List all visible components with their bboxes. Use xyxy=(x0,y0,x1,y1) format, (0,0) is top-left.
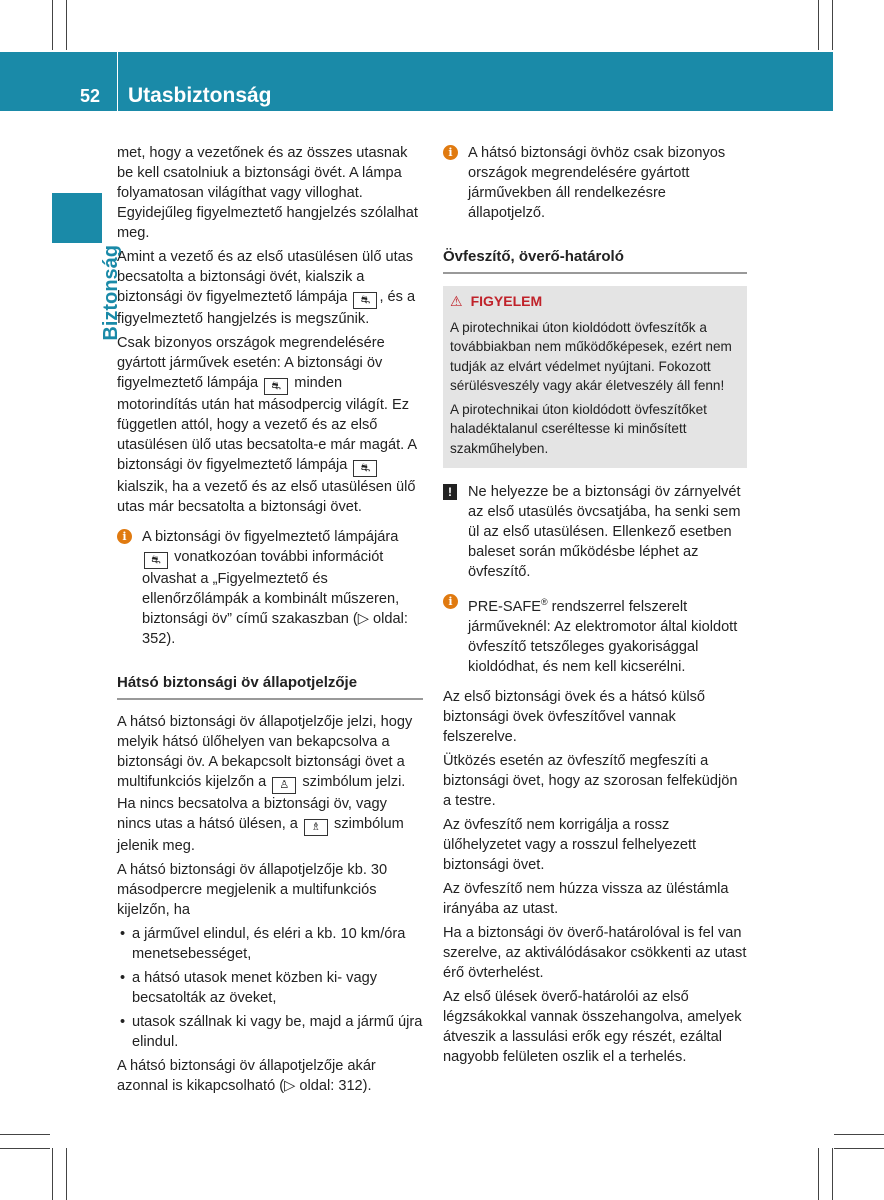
paragraph: Ha a biztonsági öv överő-határolóval is fel van szerelve, az aktiválódásakor csökkenti az utast érő övterhelést. xyxy=(443,924,747,981)
warning-triangle-icon: ⚠ xyxy=(450,293,463,309)
text: szimbólum jelenik meg. xyxy=(117,816,404,854)
section-heading: Övfeszítő, överő-határoló xyxy=(443,247,747,274)
text: rendszerrel felszerelt járműveknél: Az elektromotor által kioldott övfeszítő tetszőleges gyakorisággal kioldódhat, és nem kell kicserélni. xyxy=(468,598,738,675)
registered-mark: ® xyxy=(540,597,548,607)
paragraph: met, hogy a vezetőnek és az összes utasnak be kell csatolniuk a biztonsági övét. A lámpa folyamatosan világíthat vagy villoghat. Egyidejűleg figyelmeztető hangjelzés szólalhat meg. xyxy=(117,145,418,241)
info-note xyxy=(117,527,423,649)
paragraph: Az övfeszítő nem korrigálja a rossz ülőhelyzetet vagy a rosszul felhelyezett biztonsági övet. xyxy=(443,816,697,873)
crop-mark xyxy=(52,1148,53,1200)
info-icon: i xyxy=(117,529,132,544)
info-note xyxy=(443,592,747,677)
paragraph: Az első biztonsági övek és a hátsó külső biztonsági övek övfeszítővel vannak felszerelve. xyxy=(443,688,706,745)
text: A hátsó biztonsági öv állapotjelzője jelzi, hogy melyik hátsó ülőhelyen van bekapcsolva a biztonsági öv. A bekapcsolt biztonsági övet a multifunkciós kijelzőn a xyxy=(117,714,413,790)
crop-mark xyxy=(818,1148,819,1200)
right-column xyxy=(443,143,747,1071)
paragraph: A pirotechnikai úton kioldódott övfeszítők a továbbiakban nem működőképesek, ezért nem tudják az elvárt védelmet nyújtani. Fokozott sérülésveszély vagy akár életveszély áll fenn! xyxy=(450,319,732,393)
belted-occupant-icon: ♙ xyxy=(272,777,296,794)
crop-mark xyxy=(832,0,833,50)
text: A biztonsági öv figyelmeztető lámpájára xyxy=(142,529,399,545)
unbelted-occupant-icon: ♗ xyxy=(304,819,328,836)
section-tab-marker xyxy=(52,193,102,243)
crop-mark xyxy=(0,1148,50,1149)
list-item: • utasok szállnak ki vagy be, majd a jármű újra elindul. xyxy=(117,1012,423,1052)
text: Csak bizonyos országok megrendelésére gyártott járművek esetén: A biztonsági öv figyelmeztető lámpája xyxy=(117,335,385,391)
paragraph: Az övfeszítő nem húzza vissza az üléstámla irányába az utast. xyxy=(443,880,729,917)
crop-mark xyxy=(0,1134,50,1135)
crop-mark xyxy=(834,1134,884,1135)
paragraph xyxy=(117,712,423,856)
text: A hátsó biztonsági övhöz csak bizonyos országok megrendelésére gyártott járművekben áll rendelkezésre állapotjelző. xyxy=(468,145,726,221)
section-side-label: Biztonság xyxy=(100,245,122,341)
text: PRE-SAFE xyxy=(468,598,541,615)
text: , és a figyelmeztető hangjelzés is megszűnik. xyxy=(117,289,416,327)
info-icon: i xyxy=(443,594,458,609)
section-heading: Hátsó biztonsági öv állapotjelzője xyxy=(117,673,423,700)
seatbelt-warning-icon: ⛐ xyxy=(144,552,168,569)
paragraph: A hátsó biztonsági öv állapotjelzője kb. 30 másodpercre megjelenik a multifunkciós kijelzőn, ha xyxy=(117,862,388,918)
paragraph xyxy=(117,247,423,329)
page-number: 52 xyxy=(80,86,101,106)
crop-mark xyxy=(834,1148,884,1149)
text: vonatkozóan további információt olvashat a „Figyelmeztető és ellenőrzőlámpák a kombinált műszeren, biztonsági öv” című szakaszban (▷ oldal: 352). xyxy=(142,549,408,647)
bullet-list xyxy=(117,924,423,1052)
info-note xyxy=(443,143,747,223)
crop-mark xyxy=(66,0,67,50)
seatbelt-warning-icon: ⛐ xyxy=(353,460,377,477)
text: kialszik, ha a vezető és az első utasülésen ülő utas már becsatolta a biztonsági övet. xyxy=(117,479,416,515)
crop-mark xyxy=(832,1148,833,1200)
crop-mark xyxy=(66,1148,67,1200)
paragraph: A pirotechnikai úton kioldódott övfeszítőket haladéktalanul cseréltesse ki minősített szakműhelyben. xyxy=(450,401,707,456)
crop-mark xyxy=(52,0,53,50)
text: Ne helyezze be a biztonsági öv zárnyelvét az első utasülés övcsatjába, ha senki sem ül az első utasülésen. Ellenkező esetben baleset során működésbe léphet az övfeszítő. xyxy=(468,484,741,580)
paragraph: Az első ülések överő-határolói az első légzsákokkal vannak összehangolva, amelyek átveszik a lassulási erők egy részét, ezáltal nagyobb felületen oszlik el a terhelés. xyxy=(443,988,742,1065)
paragraph xyxy=(117,333,423,517)
left-column xyxy=(117,143,423,1100)
paragraph: A hátsó biztonsági öv állapotjelzője akár azonnal is kikapcsolható (▷ oldal: 312). xyxy=(117,1058,376,1094)
header-divider xyxy=(117,52,118,111)
page-title: Utasbiztonság xyxy=(128,84,272,107)
caution-note xyxy=(443,482,747,582)
text: FIGYELEM xyxy=(470,293,543,309)
exclamation-icon: ! xyxy=(443,484,457,500)
text: szimbólum jelzi. Ha nincs becsatolva a biztonsági öv, vagy nincs utas a hátsó ülésen, a xyxy=(117,774,406,832)
info-icon: i xyxy=(443,145,458,160)
text: Amint a vezető és az első utasülésen ülő utas becsatolta a biztonsági övét, kialszik a biztonsági öv figyelmeztető lámpája xyxy=(117,249,414,305)
paragraph: Ütközés esetén az övfeszítő megfeszíti a biztonsági övet, hogy az szorosan felfeküdjön a testre. xyxy=(443,752,738,809)
warning-title xyxy=(450,292,741,312)
page-header-bar xyxy=(0,52,833,111)
warning-box xyxy=(443,286,747,468)
seatbelt-warning-icon: ⛐ xyxy=(353,292,377,309)
text: minden motorindítás után hat másodpercig világít. Ez független attól, hogy a vezető és az első utasülésen ülő utas becsatolta-e már magát. A biztonsági öv figyelmeztető lámpája xyxy=(117,375,417,473)
list-item: • a járművel elindul, és eléri a kb. 10 km/óra menetsebességet, xyxy=(117,924,423,964)
crop-mark xyxy=(818,0,819,50)
seatbelt-warning-icon: ⛐ xyxy=(264,378,288,395)
list-item: • a hátsó utasok menet közben ki- vagy becsatolták az öveket, xyxy=(117,968,423,1008)
